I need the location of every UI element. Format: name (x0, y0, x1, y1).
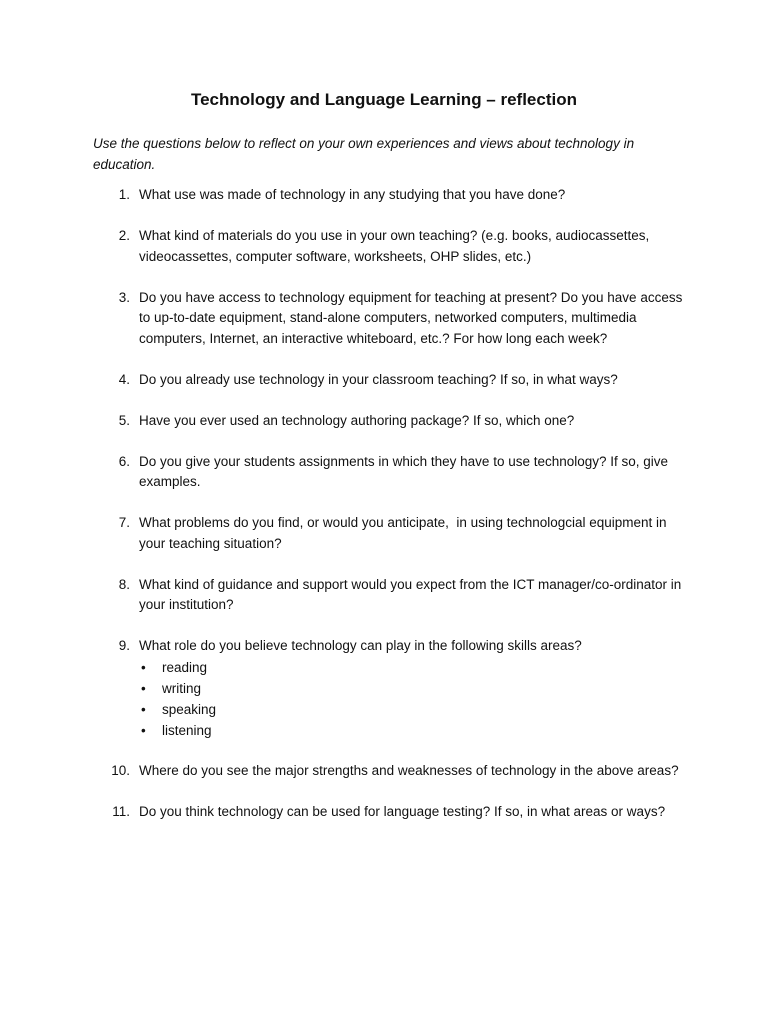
question-text: Where do you see the major strengths and weaknesses of technology in the above areas? (139, 763, 679, 778)
question-item-10 (0, 761, 684, 782)
skills-bullet-list (139, 657, 684, 741)
question-number: 1. (118, 187, 130, 202)
question-text: What role do you believe technology can play in the following skills areas? (139, 638, 582, 653)
question-item-1 (0, 185, 684, 206)
bullet-text: writing (162, 680, 202, 696)
question-text: What problems do you find, or would you anticipate, in using technologcial equipment in your teaching situation? (139, 515, 671, 551)
bullet-icon: • (141, 701, 146, 717)
question-text: What use was made of technology in any studying that you have done? (139, 187, 566, 202)
bullet-item-speaking (139, 699, 684, 720)
question-number: 6. (118, 453, 130, 469)
bullet-icon: • (141, 722, 146, 738)
question-list (0, 185, 768, 843)
question-number: 9. (118, 638, 130, 653)
question-number: 8. (118, 576, 130, 592)
question-item-3 (0, 288, 684, 350)
question-text: Do you already use technology in your classroom teaching? If so, in what ways? (139, 371, 618, 387)
question-text: Have you ever used an technology authoring package? If so, which one? (139, 412, 575, 428)
bullet-item-reading (139, 657, 684, 678)
question-number: 10. (111, 763, 130, 778)
question-number: 2. (118, 228, 130, 243)
question-text: What kind of guidance and support would you expect from the ICT manager/co-ordinator in your institution? (139, 576, 682, 612)
question-item-5 (0, 411, 684, 432)
bullet-icon: • (141, 680, 146, 696)
question-number: 3. (118, 289, 130, 305)
intro-text: Use the questions below to reflect on your own experiences and views about technology in education. (93, 136, 635, 172)
question-item-11 (0, 802, 684, 823)
bullet-icon: • (141, 659, 146, 675)
question-item-2 (0, 226, 684, 267)
question-item-7 (0, 513, 684, 554)
question-item-8 (0, 575, 684, 616)
question-text: Do you think technology can be used for language testing? If so, in what areas or ways? (139, 804, 666, 819)
bullet-text: reading (162, 659, 208, 675)
question-item-4 (0, 370, 684, 391)
question-text: What kind of materials do you use in your own teaching? (e.g. books, audiocassettes, videocassettes, computer software, worksheets, OHP slides, etc.) (139, 228, 650, 264)
document-title: Technology and Language Learning – reflection (190, 90, 577, 109)
bullet-text: listening (162, 722, 212, 738)
question-number: 4. (118, 371, 130, 387)
question-text: Do you have access to technology equipment for teaching at present? Do you have access to up-to-date equipment, stand-alone computers, networked computers, multimedia computers, Internet, an interactive whiteboard, etc.? For how long each week? (139, 289, 683, 346)
question-number: 5. (118, 412, 130, 428)
bullet-item-writing (139, 678, 684, 699)
bullet-text: speaking (162, 701, 217, 717)
question-number: 7. (118, 515, 130, 530)
question-number: 11. (112, 804, 130, 819)
question-item-6 (0, 452, 684, 493)
bullet-item-listening (139, 720, 684, 741)
question-item-9 (0, 636, 684, 741)
question-text: Do you give your students assignments in which they have to use technology? If so, give examples. (139, 453, 669, 489)
